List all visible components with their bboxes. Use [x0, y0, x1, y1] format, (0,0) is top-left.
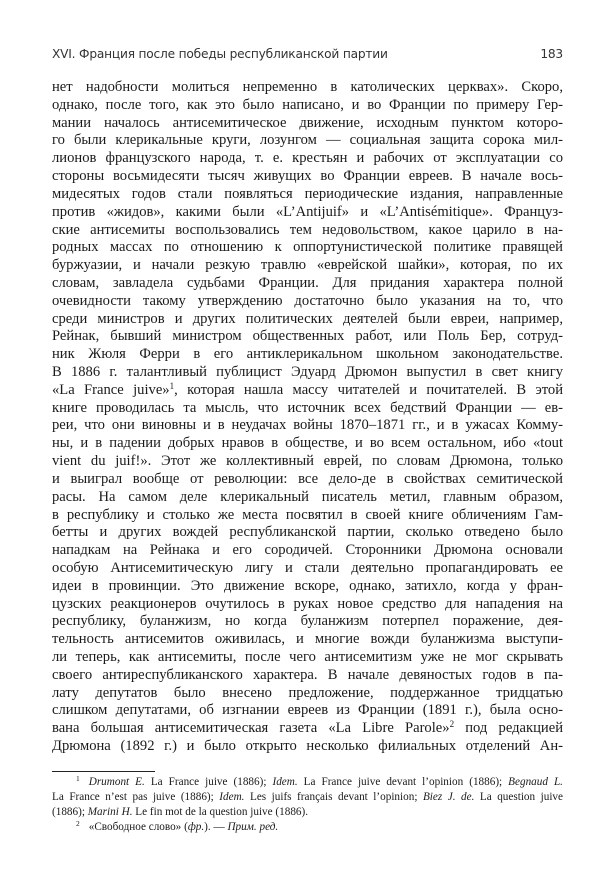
text-line	[52, 364, 563, 382]
text-run: идеи в провинции. Это движение вскоре, однако, затихло, когда у фран-	[52, 577, 563, 594]
text-line	[52, 150, 563, 168]
text-run: La France n’est pas juive (1886);	[52, 790, 220, 803]
text-run: очевидности такому утверждению достаточно было указания на то, что	[52, 292, 563, 309]
text-run: Дрюмона (1892 г.) и было открыто несколько филиальных отделений Ан-	[52, 738, 563, 755]
text-line	[52, 471, 563, 489]
footnote-line	[52, 820, 563, 835]
text-line	[52, 613, 563, 631]
italic-text: Idem.	[219, 790, 245, 803]
text-line	[52, 222, 563, 240]
text-run: родных массах по отношению к оппортунистической политике правящей	[52, 239, 563, 256]
text-line	[52, 417, 563, 435]
text-line	[52, 596, 563, 614]
text-line	[52, 720, 563, 738]
text-run: нападкам на Рейнака и его сородичей. Сторонники Дрюмона основали	[52, 542, 563, 559]
text-line	[52, 649, 563, 667]
text-line	[52, 489, 563, 507]
italic-text: Idem.	[272, 776, 298, 788]
text-run: бетты и других вождей республиканской партии, сколько отведено было	[52, 524, 563, 541]
text-run: реи, что они виновны и в неудачах войны 1870–1871 гг., и в ужасах Комму-	[52, 417, 563, 434]
text-line	[52, 115, 563, 133]
footnote-marker: 2	[449, 719, 455, 730]
text-line	[52, 578, 563, 596]
text-run: под редакцией	[454, 720, 563, 737]
text-run: ские антисемиты воспользовались тем недовольством, какое царило в на-	[52, 221, 563, 238]
text-run: vient du juif!». Этот же коллективный еврей, по словам Дрюмона, только	[52, 453, 563, 470]
text-run: ). —	[204, 820, 228, 833]
text-line	[52, 132, 563, 150]
text-line	[52, 453, 563, 471]
text-line	[52, 685, 563, 703]
text-run: «Свободное слово» (	[88, 820, 188, 833]
text-line	[52, 275, 563, 293]
text-line	[52, 631, 563, 649]
text-line	[52, 560, 563, 578]
text-run: (1886);	[52, 805, 88, 818]
italic-text: Begnaud L.	[508, 776, 563, 788]
text-run: стороны восьмидесяти тысяч живущих во Франции евреев. В начале вось-	[52, 168, 563, 185]
footnote-line	[52, 775, 563, 790]
text-run: республику, буланжизм, но когда буланжизм потерпел поражение, дея-	[52, 613, 563, 630]
text-run: и выиграл вообще от революции: все дело-де в свойствах семитической	[52, 470, 563, 487]
italic-text: фр.	[187, 820, 205, 833]
text-line	[52, 702, 563, 720]
text-run: ны, и в падении добрых нравов в обществе, и во всем остальном, ибо «tout	[52, 435, 563, 452]
text-run: Le fin mot de la question juive (1886).	[132, 805, 309, 818]
text-line	[52, 524, 563, 542]
text-line	[52, 186, 563, 204]
body-text	[52, 79, 563, 756]
running-header	[52, 47, 563, 65]
text-line	[52, 79, 563, 97]
text-line	[52, 257, 563, 275]
text-run: цузских реакционеров очутилось в руках новое средство для нападения на	[52, 595, 563, 612]
footnote-line	[52, 790, 563, 805]
text-run: в республику и столько же места посвятил в своей книге обличениям Гам-	[52, 506, 563, 523]
footnote-marker: 1	[76, 774, 80, 783]
text-run: слишком депутатами, об изгнании евреев из Франции (1891 г.), была осно-	[52, 702, 563, 719]
footnote-line	[52, 805, 563, 820]
text-line	[52, 168, 563, 186]
text-line	[52, 204, 563, 222]
text-line	[52, 382, 563, 400]
footnotes	[52, 775, 563, 835]
text-run: «La France juive»	[52, 381, 170, 398]
text-line	[52, 311, 563, 329]
italic-text: Biez J. de.	[422, 790, 475, 803]
footnote-divider	[52, 771, 155, 772]
text-line	[52, 667, 563, 685]
text-run: словам, завладела судьбами Франции. Для придания характера полной	[52, 274, 563, 291]
text-run: мании началось антисемитическое движение, исходным пунктом которо-	[52, 114, 563, 131]
text-run: La France juive (1886);	[144, 776, 273, 788]
text-run: книге проводилась та мысль, что источник всех бедствий Франции — ев-	[52, 399, 563, 416]
italic-text: Прим. ред.	[227, 820, 279, 833]
text-line	[52, 239, 563, 257]
italic-text: Drumont E.	[88, 776, 145, 788]
text-run: своего антиреспубликанского характера. В начале девяностых годов в па-	[52, 666, 563, 683]
text-run: буржуазии, и начали резкую травлю «еврейской шайки», которая, по их	[52, 257, 563, 274]
text-run: лионов французского народа, т. е. крестьян и рабочих от эксплуатации со	[52, 150, 563, 167]
text-run: нет надобности молиться непременно в католических церквах». Скоро,	[52, 79, 563, 95]
text-line	[52, 507, 563, 525]
footnote-marker: 1	[169, 380, 175, 391]
text-run: Рейнак, бывший министром общественных работ, или Поль Бер, сотруд-	[52, 328, 563, 345]
text-run: тельность антисемитов оживилась, и многие вожди буланжизма выступи-	[52, 631, 563, 648]
text-run: La question juive	[474, 790, 563, 803]
text-run: мидесятых годов стали появляться периодические издания, направленные	[52, 185, 563, 202]
text-line	[52, 328, 563, 346]
text-run: В 1886 г. талантливый публицист Эдуард Дрюмон выпустил в свет книгу	[52, 364, 563, 380]
text-run: однако, после того, как это было написано, и во Франции по примеру Гер-	[52, 96, 563, 113]
text-run: расы. На самом деле клерикальный писатель метил, главным образом,	[52, 488, 563, 505]
text-run: , которая нашла массу читателей и почитателей. В этой	[174, 381, 563, 398]
text-run: вана большая антисемитическая газета «La Libre Parole»	[52, 720, 450, 737]
text-line	[52, 435, 563, 453]
text-run: Les juifs français devant l’opinion;	[244, 790, 423, 803]
text-line	[52, 97, 563, 115]
text-run: особую Антисемитическую лигу и стали деятельно пропагандировать ее	[52, 559, 563, 576]
text-line	[52, 293, 563, 311]
text-run: La France juive devant l’opinion (1886);	[297, 776, 509, 788]
text-line	[52, 738, 563, 756]
text-run: ник Жюля Ферри в его антиклерикальном школьном законодательстве.	[52, 346, 563, 363]
text-run: го были клерикальные круги, лозунгом — социальная защита сорока мил-	[52, 132, 563, 149]
text-line	[52, 542, 563, 560]
text-line	[52, 346, 563, 364]
italic-text: Marini H.	[87, 805, 133, 818]
text-run: лату депутатов было внесено предложение, поддержанное тридцатью	[52, 684, 563, 701]
text-line	[52, 400, 563, 418]
text-run: среди министров и других политических деятелей были евреи, например,	[52, 310, 563, 327]
text-run: ли теперь, как антисемиты, после чего антисемитизм уже не мог скрывать	[52, 649, 563, 665]
page-number: 183	[540, 47, 563, 61]
text-run: против «жидов», какими были «L’Antijuif» и «L’Antisémitique». Француз-	[52, 203, 563, 220]
chapter-title: XVI. Франция после победы республиканской партии	[52, 47, 388, 61]
footnote-marker: 2	[76, 818, 80, 828]
